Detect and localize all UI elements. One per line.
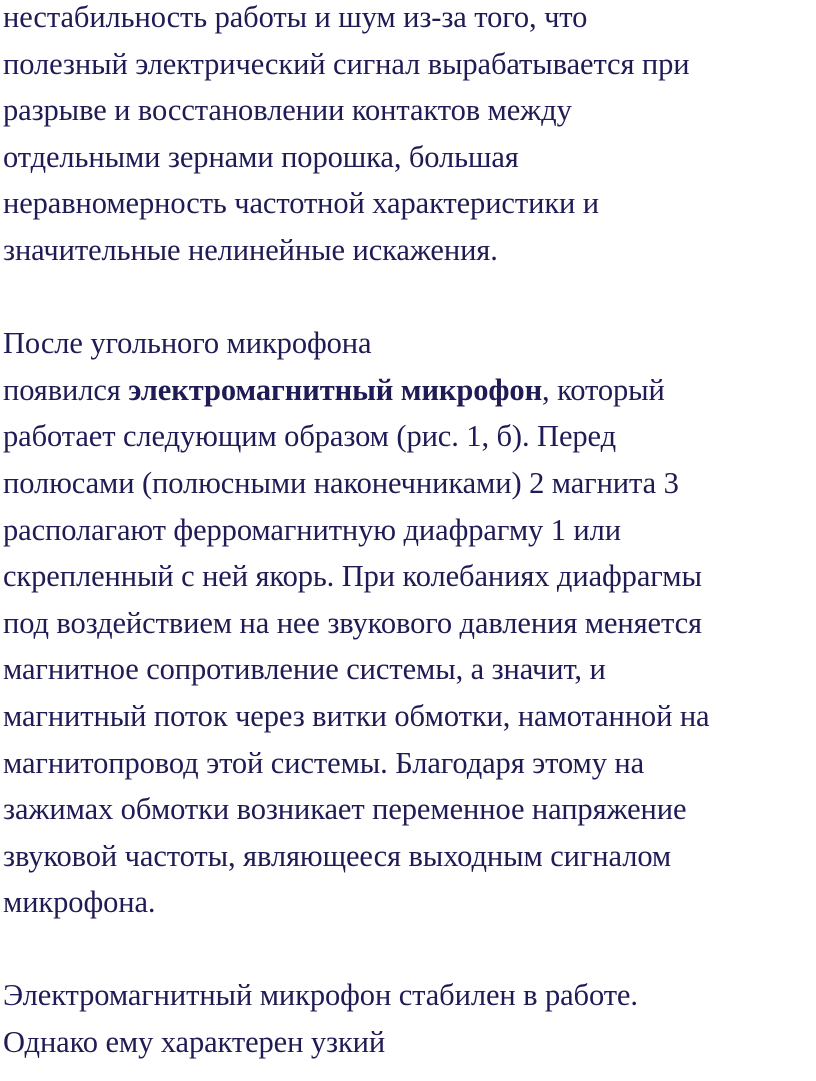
text-line: полюсами (полюсными наконечниками) 2 магнита 3 [3,465,679,500]
text-line: магнитопровод этой системы. Благодаря этому на [3,745,645,780]
text-line: После угольного микрофона [3,326,372,361]
bold-term: электромагнитный микрофон [128,372,543,407]
paragraph-gap [3,926,816,973]
text-line: микрофона. [3,885,156,920]
text-line: значительные нелинейные искажения. [3,232,498,267]
text-line [3,367,816,414]
text-line: звуковой частоты, являющееся выходным сигналом [3,838,672,873]
text-line: неравномерность частотной характеристики и [3,186,600,221]
paragraph-electromagnetic-mic [3,320,816,926]
text-line: Однако ему характерен узкий [3,1025,386,1060]
text-line: нестабильность работы и шум из-за того, что [3,0,588,34]
text-line: магнитный поток через витки обмотки, намотанной на [3,698,710,733]
text-line: разрыве и восстановлении контактов между [3,93,572,128]
paragraph-gap [3,274,816,321]
text-line: отдельными зернами порошка, большая [3,139,519,174]
text-line: под воздействием на нее звукового давления меняется [3,605,702,640]
paragraph-stability [3,972,816,1065]
text-line: скрепленный с ней якорь. При колебаниях диафрагмы [3,559,702,594]
text-line: зажимах обмотки возникает переменное напряжение [3,792,687,827]
text-line: магнитное сопротивление системы, а значит, и [3,652,606,687]
text-line: работает следующим образом (рис. 1, б). Перед [3,419,616,454]
text-span: появился [3,372,129,407]
text-line: Электромагнитный микрофон стабилен в работе. [3,978,638,1013]
text-span: , который [542,372,665,407]
paragraph-carbon-mic-drawbacks [3,0,816,274]
text-line: полезный электрический сигнал вырабатывается при [3,46,690,81]
text-line: располагают ферромагнитную диафрагму 1 или [3,512,621,547]
